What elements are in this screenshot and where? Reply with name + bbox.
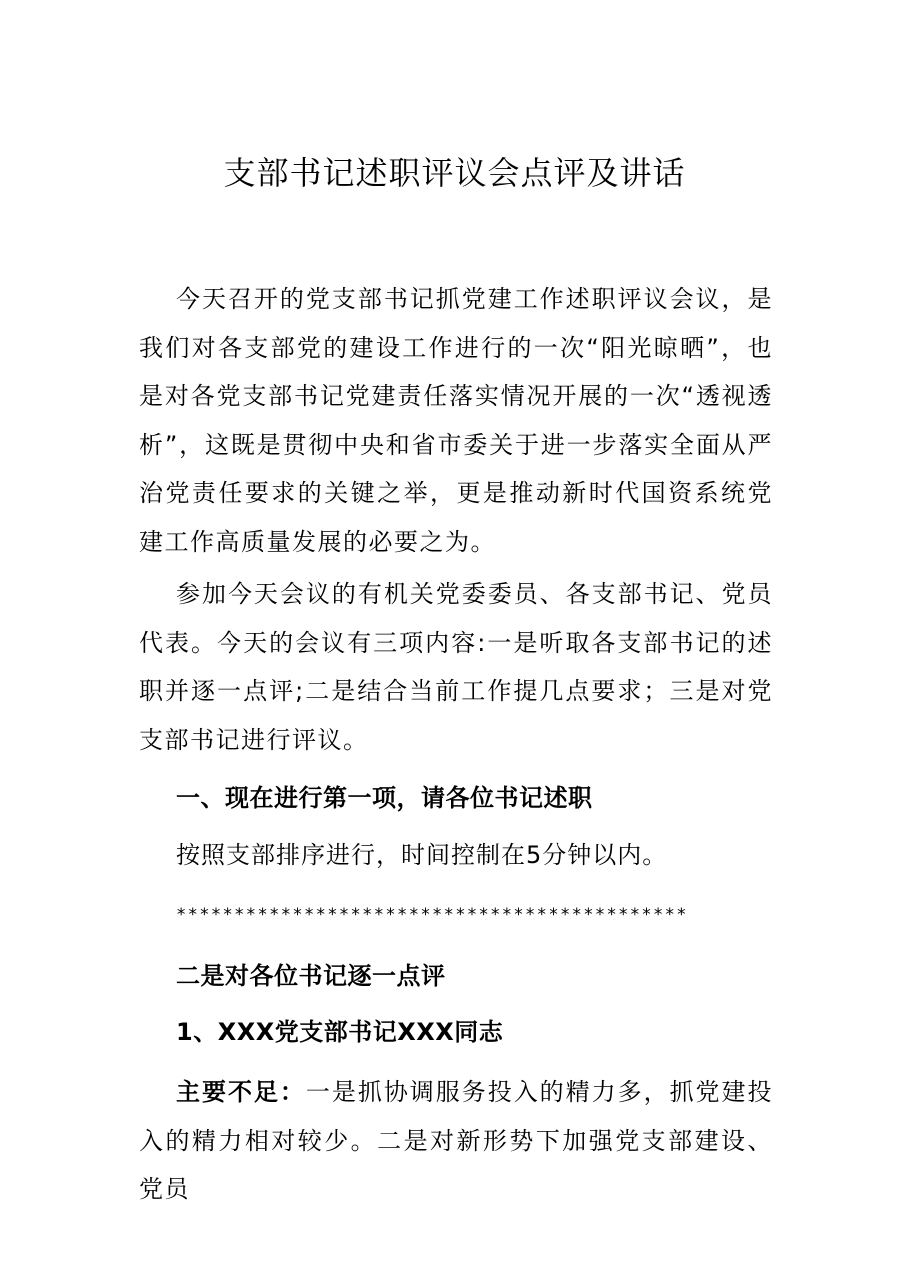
paragraph-attendees: 参加今天会议的有机关党委委员、各支部书记、党员代表。今天的会议有三项内容:一是听取各支部书记的述职并逐一点评;二是结合当前工作提几点要求；三是对党支部书记进行评议。 [139,580,773,754]
subsection-heading-secretary: 1、XXX党支部书记XXX同志 [176,1018,504,1046]
paragraph-opening: 今天召开的党支部书记抓党建工作述职评议会议，是我们对各支部党的建设工作进行的一次“阳光晾晒”，也是对各党支部书记党建责任落实情况开展的一次“透视透析”，这既是贯彻中央和省市委关于进一步落实全面从严治党责任要求的关键之举，更是推动新时代国资系统党建工作高质量发展的必要之为。 [139,285,773,556]
paragraph-time-rule: 按照支部排序进行，时间控制在5分钟以内。 [176,841,668,869]
section-heading-comments: 二是对各位书记逐一点评 [176,962,446,990]
separator-line: ******************************************** [176,905,688,925]
paragraph-shortcomings [139,1068,773,1214]
document-title: 支部书记述职评议会点评及讲话 [223,154,686,192]
shortcomings-text: 一是抓协调服务投入的精力多，抓党建投入的精力相对较少。二是对新形势下加强党支部建设、党员 [139,1078,774,1203]
shortcomings-label: 主要不足： [176,1078,306,1106]
section-heading-first-item: 一、现在进行第一项，请各位书记述职 [176,784,593,812]
